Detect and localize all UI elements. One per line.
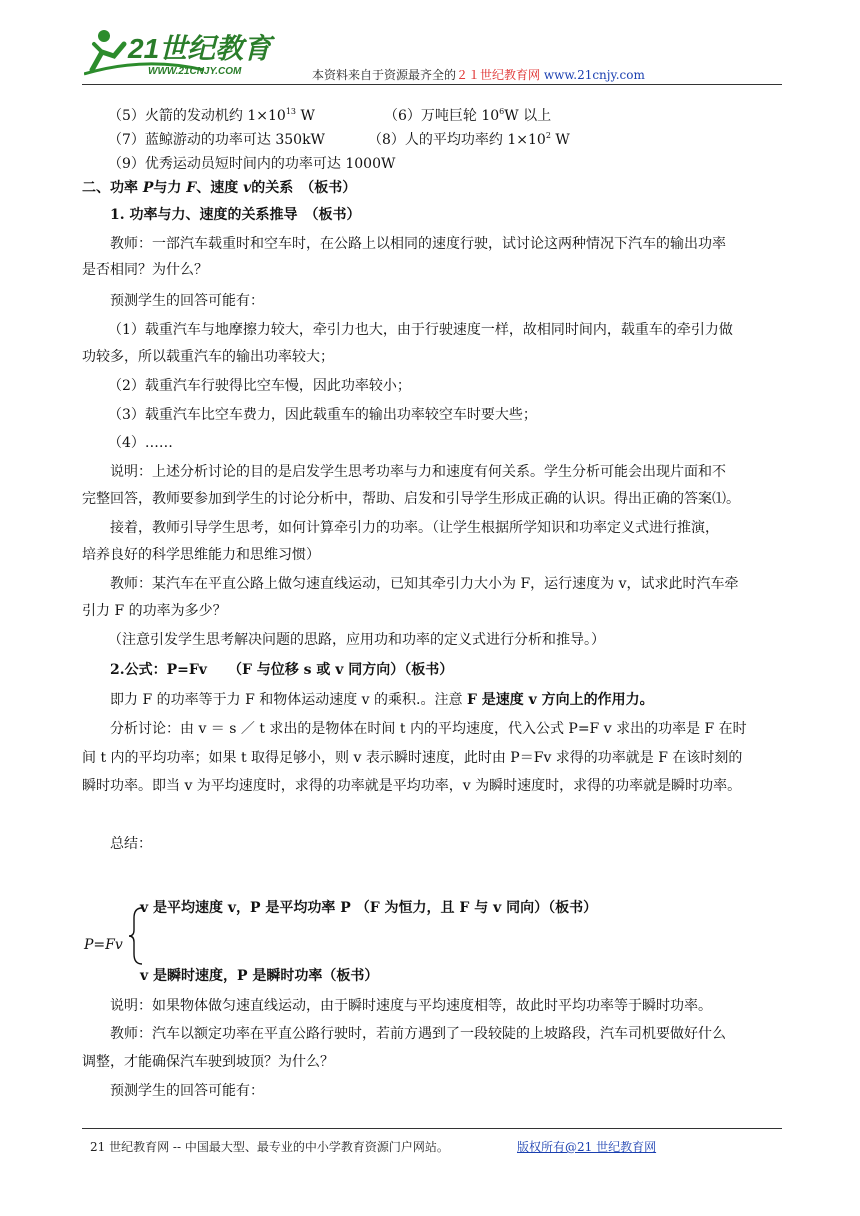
note-1-line-2: 完整回答，教师要参加到学生的讨论分析中，帮助、启发和引导学生形成正确的认识。得出正确的答案⑴。 <box>82 491 740 507</box>
site-logo <box>84 26 304 80</box>
summary-instant-line: v 是瞬时速度，P 是瞬时功率（板书） <box>140 968 379 984</box>
subsection-1-heading: 1. 功率与力、速度的关系推导 （板书） <box>110 207 361 223</box>
analysis-line-3: 瞬时功率。即当 v 为平均速度时，求得的功率就是平均功率，v 为瞬时速度时，求得的功率就是瞬时功率。 <box>82 778 742 794</box>
teacher-question-3-line-1: 教师：汽车以额定功率在平直公路行驶时，若前方遇到了一段较陡的上坡路段，汽车司机要做好什么 <box>110 1026 726 1042</box>
hint-note: （注意引发学生思考解决问题的思路，应用功和功率的定义式进行分析和推导。） <box>108 632 605 648</box>
header-note-prefix: 本资料来自于资源最齐全的 <box>312 68 457 82</box>
summary-formula: P=Fv <box>84 937 123 953</box>
header-note-site[interactable]: ２１世纪教育网 <box>456 68 541 82</box>
example-8: （8）人的平均功率约 $1\times 10^2$ W <box>368 131 570 148</box>
logo-url: WWW.21CNJY.COM <box>148 66 242 77</box>
header-source-note <box>312 66 645 83</box>
answer-4: （4）…… <box>108 435 173 451</box>
example-5: （5）火箭的发动机约 $1\times 10^{13}$ W <box>108 107 315 124</box>
teacher-question-3-line-2: 调整，才能确保汽车驶到坡顶？为什么？ <box>82 1054 334 1070</box>
footer-text: 21 世纪教育网 -- 中国最大型、最专业的中小学教育资源门户网站。 <box>90 1140 449 1154</box>
example-6: （6）万吨巨轮 $10^6W$ 以上 <box>384 107 552 124</box>
section-2-heading: 二、功率 P与力 F、速度 v的关系 （板书） <box>82 180 357 196</box>
next-step-line-2: 培养良好的科学思维能力和思维习惯） <box>82 547 320 563</box>
summary-brace <box>128 906 144 966</box>
answer-1-line-2: 功较多，所以载重汽车的输出功率较大； <box>82 349 334 365</box>
summary-label: 总结： <box>110 836 152 852</box>
teacher-question-2-line-1: 教师：某汽车在平直公路上做匀速直线运动，已知其牵引力大小为 F，运行速度为 v，试求此时汽车牵 <box>110 576 739 592</box>
answer-3: （3）载重汽车比空车费力，因此载重车的输出功率较空车时要大些； <box>108 407 537 423</box>
teacher-question-1-line-2: 是否相同？为什么？ <box>82 262 208 278</box>
formula-heading: 2.公式：P=Fv （F 与位移 s 或 v 同方向）（板书） <box>110 662 454 678</box>
predict-heading-1: 预测学生的回答可能有： <box>110 293 264 309</box>
analysis-line-2: 间 t 内的平均功率；如果 t 取得足够小，则 v 表示瞬时速度，此时由 P＝Fv 求得的功率就是 F 在该时刻的 <box>82 750 743 766</box>
next-step-line-1: 接着，教师引导学生思考，如何计算牵引力的功率。（让学生根据所学知识和功率定义式进行推演， <box>110 520 719 536</box>
logo-title: 21世纪教育 <box>128 33 272 64</box>
formula-explanation: 即力 F 的功率等于力 F 和物体运动速度 v 的乘积.。注意 F 是速度 v 方向上的作用力。 <box>110 692 654 708</box>
analysis-line-1: 分析讨论：由 v ＝ s ／ t 求出的是物体在时间 t 内的平均速度，代入公式 P=F v 求出的功率是 F 在时 <box>110 721 747 737</box>
note-2: 说明：如果物体做匀速直线运动，由于瞬时速度与平均速度相等，故此时平均功率等于瞬时功率。 <box>110 998 712 1014</box>
example-9: （9）优秀运动员短时间内的功率可达 1000W <box>108 156 396 172</box>
answer-2: （2）载重汽车行驶得比空车慢，因此功率较小； <box>108 378 411 394</box>
teacher-question-1-line-1: 教师：一部汽车载重时和空车时，在公路上以相同的速度行驶，试讨论这两种情况下汽车的输出功率 <box>110 236 726 252</box>
header-divider <box>82 84 782 85</box>
note-1-line-1: 说明：上述分析讨论的目的是启发学生思考功率与力和速度有何关系。学生分析可能会出现片面和不 <box>110 464 726 480</box>
page-header <box>0 0 860 92</box>
answer-1-line-1: （1）载重汽车与地摩擦力较大，牵引力也大，由于行驶速度一样，故相同时间内，载重车的牵引力做 <box>108 322 733 338</box>
teacher-question-2-line-2: 引力 F 的功率为多少？ <box>82 603 227 619</box>
summary-average-line: v 是平均速度 v，P 是平均功率 P （F 为恒力，且 F 与 v 同向）（板书） <box>140 900 598 916</box>
footer-divider <box>82 1128 782 1129</box>
predict-heading-2: 预测学生的回答可能有： <box>110 1083 264 1099</box>
header-note-url[interactable]: www.21cnjy.com <box>543 68 645 82</box>
footer-copyright-link[interactable]: 版权所有@21 世纪教育网 <box>517 1140 657 1154</box>
example-7: （7）蓝鲸游动的功率可达 350kW <box>108 132 325 148</box>
